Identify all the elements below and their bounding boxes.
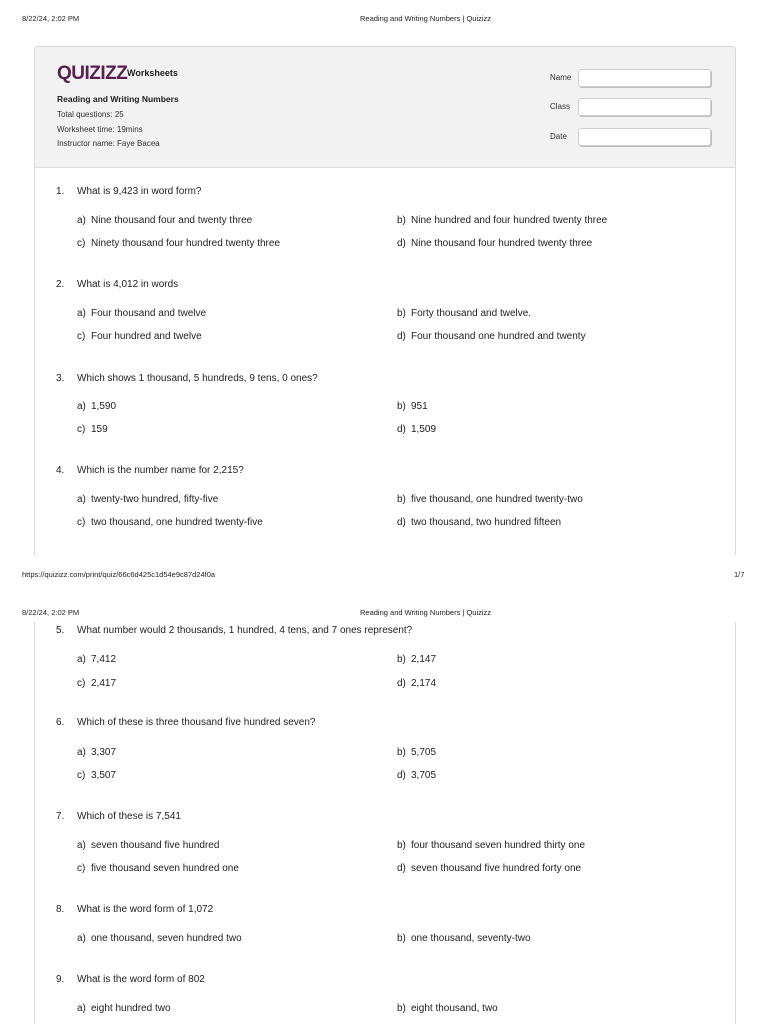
question-4	[56, 465, 244, 476]
option-text: Nine hundred and four hundred twenty three	[411, 215, 608, 226]
class-field[interactable]	[578, 98, 711, 116]
option-letter: b)	[397, 840, 406, 851]
option-a	[77, 840, 219, 851]
option-letter: b)	[397, 215, 406, 226]
option-b	[397, 1003, 498, 1014]
option-text: five thousand seven hundred one	[91, 863, 239, 874]
option-text: one thousand, seventy-two	[411, 933, 531, 944]
option-letter: c)	[77, 678, 86, 689]
print-datetime: 8/22/24, 2:02 PM	[22, 608, 80, 617]
print-page-title: Reading and Writing Numbers | Quizizz	[360, 608, 492, 617]
option-letter: c)	[77, 517, 86, 528]
worksheet-card-continued	[34, 622, 736, 1024]
option-letter: d)	[397, 770, 406, 781]
worksheet-card	[34, 46, 736, 557]
option-b	[397, 654, 436, 665]
option-letter: b)	[397, 933, 406, 944]
name-label: Name	[550, 73, 572, 82]
option-letter: d)	[397, 331, 406, 342]
option-text: five thousand, one hundred twenty-two	[411, 494, 583, 505]
question-text: What is 4,012 in words	[77, 279, 179, 290]
option-text: 1,509	[411, 424, 437, 435]
option-text: 2,417	[91, 678, 117, 689]
question-1	[56, 186, 202, 197]
option-b	[397, 494, 583, 505]
option-text: Nine thousand four and twenty three	[91, 215, 253, 226]
option-a	[77, 215, 252, 226]
question-text: Which is the number name for 2,215?	[77, 465, 244, 476]
option-letter: a)	[77, 654, 86, 665]
print-page-title: Reading and Writing Numbers | Quizizz	[360, 14, 492, 23]
option-a	[77, 494, 218, 505]
question-number: 4.	[56, 465, 65, 476]
option-text: 3,705	[411, 770, 437, 781]
option-b	[397, 308, 531, 319]
option-letter: a)	[77, 308, 86, 319]
option-letter: c)	[77, 770, 86, 781]
question-text: What is 9,423 in word form?	[77, 186, 202, 197]
option-c	[77, 238, 280, 249]
option-text: one thousand, seven hundred two	[91, 933, 242, 944]
option-letter: a)	[77, 494, 86, 505]
question-text: Which of these is 7,541	[77, 811, 181, 822]
option-b	[397, 401, 428, 412]
option-c	[77, 678, 116, 689]
question-text: Which shows 1 thousand, 5 hundreds, 9 tens, 0 ones?	[77, 373, 318, 384]
option-c	[77, 770, 116, 781]
question-number: 5.	[56, 625, 65, 636]
option-d	[397, 238, 592, 249]
option-d	[397, 331, 586, 342]
option-letter: d)	[397, 863, 406, 874]
option-letter: c)	[77, 238, 86, 249]
class-label: Class	[550, 102, 571, 111]
option-text: two thousand, one hundred twenty-five	[91, 517, 263, 528]
name-field[interactable]	[578, 69, 711, 87]
option-d	[397, 863, 581, 874]
option-letter: a)	[77, 215, 86, 226]
option-b	[397, 933, 531, 944]
question-8	[56, 904, 213, 915]
option-text: 2,147	[411, 654, 437, 665]
option-text: twenty-two hundred, fifty-five	[91, 494, 219, 505]
option-a	[77, 401, 116, 412]
option-b	[397, 747, 436, 758]
option-text: eight hundred two	[91, 1003, 171, 1014]
print-datetime: 8/22/24, 2:02 PM	[22, 14, 80, 23]
option-letter: c)	[77, 424, 86, 435]
option-text: Four thousand one hundred and twenty	[411, 331, 586, 342]
worksheet-header	[35, 47, 735, 168]
option-text: seven thousand five hundred	[91, 840, 220, 851]
question-text: Which of these is three thousand five hundred seven?	[77, 717, 316, 728]
option-d	[397, 678, 436, 689]
print-url: https://quizizz.com/print/quiz/66c6d425c1d54e9c87d24f0a	[22, 570, 216, 579]
option-d	[397, 770, 436, 781]
option-text: 3,507	[91, 770, 117, 781]
option-d	[397, 517, 561, 528]
option-text: Four thousand and twelve	[91, 308, 207, 319]
option-text: Four hundred and twelve	[91, 331, 202, 342]
question-text: What is the word form of 802	[77, 974, 205, 985]
print-page-number: 1/7	[734, 570, 745, 579]
option-letter: d)	[397, 238, 406, 249]
option-text: 7,412	[91, 654, 117, 665]
question-text: What is the word form of 1,072	[77, 904, 214, 915]
option-a	[77, 933, 242, 944]
worksheet-title: Reading and Writing Numbers	[57, 94, 179, 104]
question-text: What number would 2 thousands, 1 hundred, 4 tens, and 7 ones represent?	[77, 625, 413, 636]
question-5	[56, 625, 412, 636]
question-number: 6.	[56, 717, 65, 728]
option-letter: a)	[77, 401, 86, 412]
worksheet-time: Worksheet time: 19mins	[57, 125, 143, 134]
option-d	[397, 424, 436, 435]
question-number: 7.	[56, 811, 65, 822]
question-number: 8.	[56, 904, 65, 915]
option-letter: b)	[397, 654, 406, 665]
option-text: two thousand, two hundred fifteen	[411, 517, 562, 528]
option-letter: d)	[397, 517, 406, 528]
option-text: Forty thousand and twelve.	[411, 308, 532, 319]
option-c	[77, 424, 108, 435]
question-9	[56, 974, 205, 985]
question-number: 3.	[56, 373, 65, 384]
option-text: 5,705	[411, 747, 437, 758]
option-letter: a)	[77, 747, 86, 758]
option-text: 951	[411, 401, 428, 412]
instructor-name: Instructor name: Faye Bacea	[57, 139, 160, 148]
option-a	[77, 1003, 171, 1014]
question-7	[56, 811, 181, 822]
option-b	[397, 840, 585, 851]
option-text: 2,174	[411, 678, 437, 689]
option-text: 3,307	[91, 747, 117, 758]
option-text: 159	[91, 424, 108, 435]
option-letter: d)	[397, 678, 406, 689]
option-a	[77, 308, 206, 319]
question-3	[56, 373, 318, 384]
option-letter: b)	[397, 494, 406, 505]
option-letter: a)	[77, 1003, 86, 1014]
date-field[interactable]	[578, 128, 711, 146]
option-b	[397, 215, 607, 226]
logo-subtitle: Worksheets	[127, 68, 178, 78]
option-letter: a)	[77, 933, 86, 944]
option-text: Nine thousand four hundred twenty three	[411, 238, 593, 249]
option-letter: a)	[77, 840, 86, 851]
option-c	[77, 863, 239, 874]
option-letter: b)	[397, 1003, 406, 1014]
option-letter: b)	[397, 401, 406, 412]
quizizz-logo: QUIZIZZ	[57, 63, 128, 84]
question-2	[56, 279, 178, 290]
option-text: eight thousand, two	[411, 1003, 498, 1014]
question-number: 9.	[56, 974, 65, 985]
option-a	[77, 747, 116, 758]
option-letter: c)	[77, 331, 86, 342]
option-c	[77, 517, 263, 528]
question-6	[56, 717, 315, 728]
option-text: seven thousand five hundred forty one	[411, 863, 582, 874]
date-label: Date	[550, 132, 567, 141]
option-letter: b)	[397, 747, 406, 758]
option-text: 1,590	[91, 401, 117, 412]
question-number: 2.	[56, 279, 65, 290]
option-c	[77, 331, 202, 342]
option-a	[77, 654, 116, 665]
option-letter: d)	[397, 424, 406, 435]
question-number: 1.	[56, 186, 65, 197]
option-text: four thousand seven hundred thirty one	[411, 840, 586, 851]
option-letter: b)	[397, 308, 406, 319]
option-letter: c)	[77, 863, 86, 874]
option-text: Ninety thousand four hundred twenty three	[91, 238, 281, 249]
total-questions: Total questions: 25	[57, 110, 124, 119]
